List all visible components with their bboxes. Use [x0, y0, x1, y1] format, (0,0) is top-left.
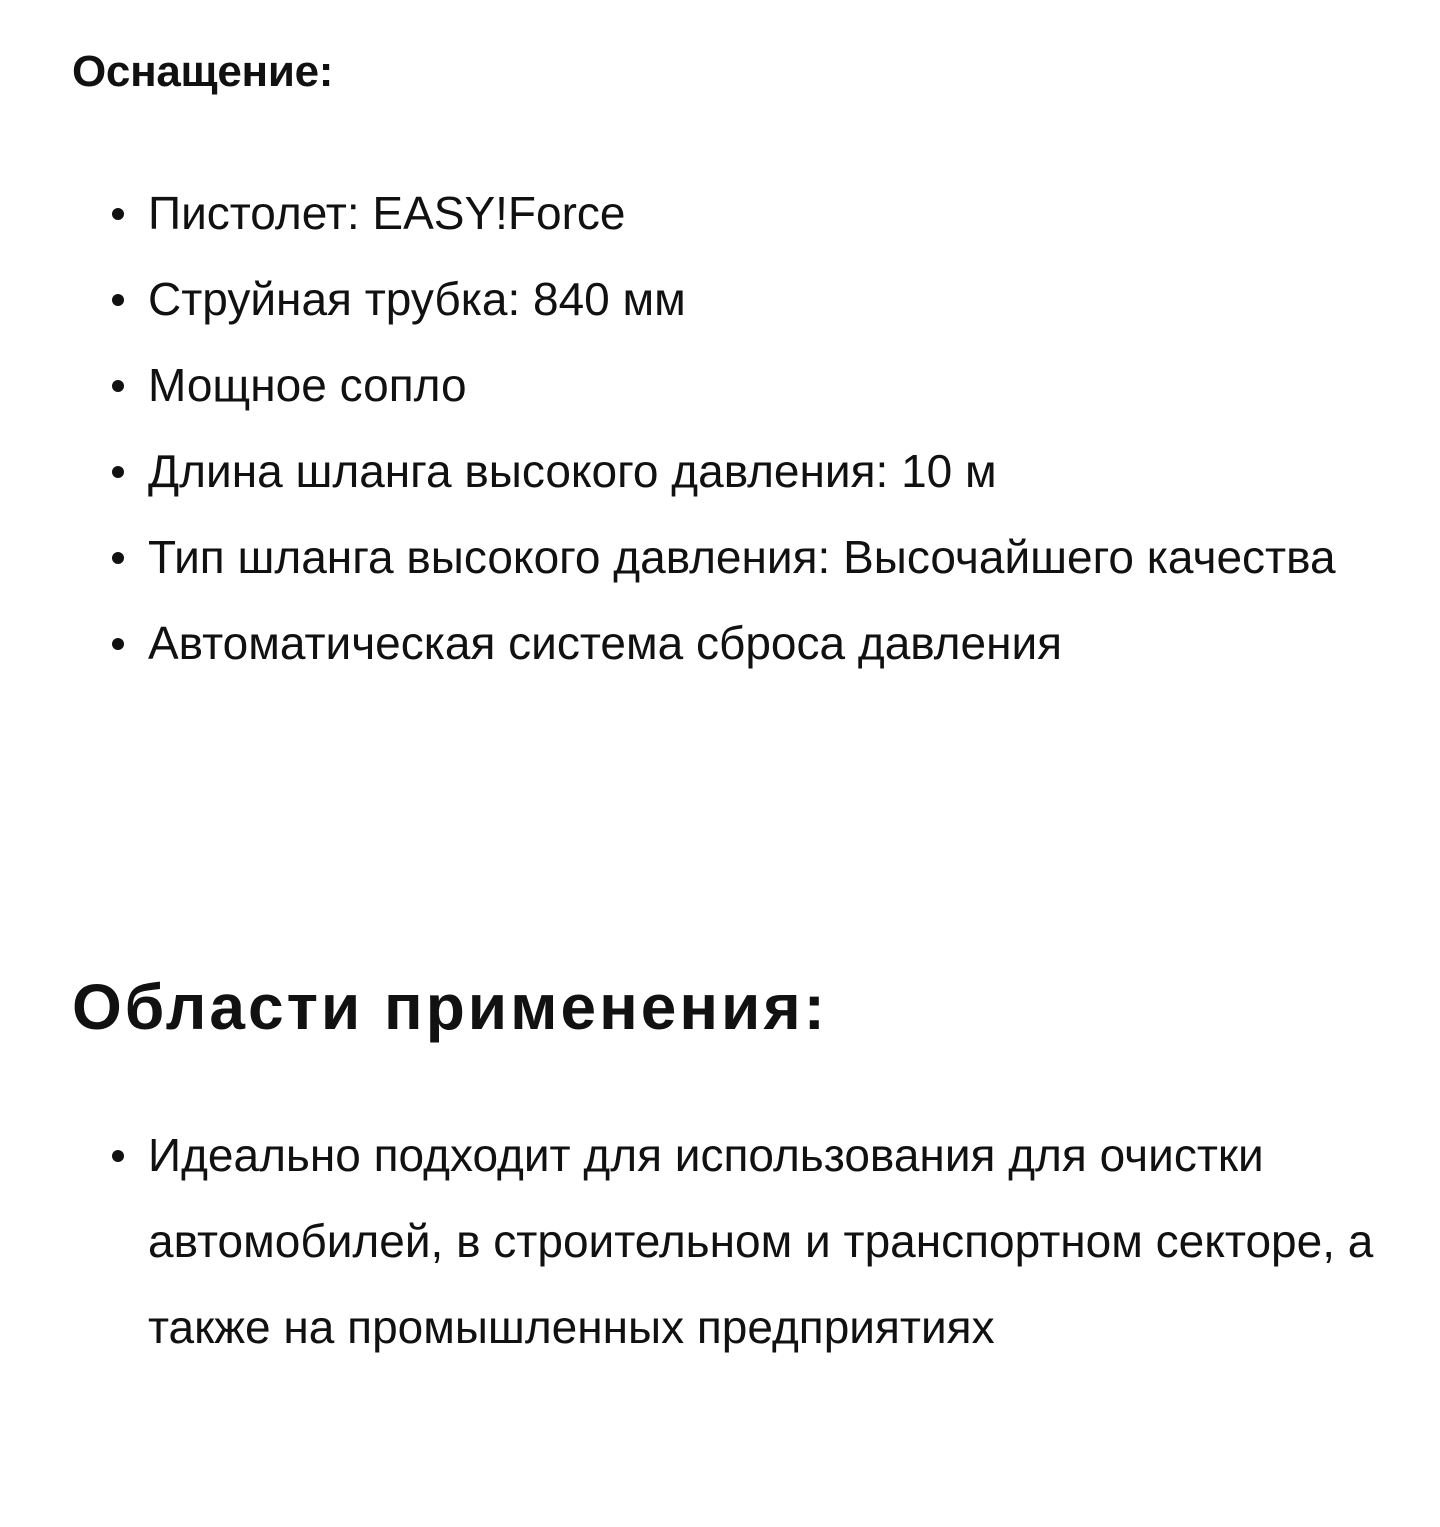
bullet-dot-icon	[112, 208, 124, 220]
equipment-list	[72, 170, 1380, 686]
bullet-dot-icon	[112, 1150, 124, 1162]
equipment-section	[72, 40, 1380, 686]
list-item	[72, 428, 1380, 514]
list-item-text: Идеально подходит для использования для очистки автомобилей, в строительном и транспортном секторе, а также на промышленных предприятиях	[148, 1129, 1374, 1353]
bullet-dot-icon	[112, 466, 124, 478]
list-item	[72, 514, 1380, 600]
bullet-dot-icon	[112, 638, 124, 650]
list-item-text: Пистолет: EASY!Force	[148, 187, 626, 239]
list-item-text: Длина шланга высокого давления: 10 м	[148, 445, 997, 497]
list-item	[72, 256, 1380, 342]
applications-heading: Области применения:	[72, 971, 828, 1043]
list-item-text: Автоматическая система сброса давления	[148, 617, 1063, 669]
equipment-heading: Оснащение:	[72, 47, 334, 96]
bullet-dot-icon	[112, 294, 124, 306]
list-item	[72, 342, 1380, 428]
list-item-text: Струйная трубка: 840 мм	[148, 273, 686, 325]
applications-section	[72, 962, 1380, 1370]
list-item-text: Тип шланга высокого давления: Высочайшего качества	[148, 531, 1336, 583]
list-item	[72, 170, 1380, 256]
bullet-dot-icon	[112, 380, 124, 392]
bullet-dot-icon	[112, 552, 124, 564]
list-item-text: Мощное сопло	[148, 359, 467, 411]
list-item	[72, 1112, 1380, 1370]
applications-list	[72, 1112, 1380, 1370]
list-item	[72, 600, 1380, 686]
